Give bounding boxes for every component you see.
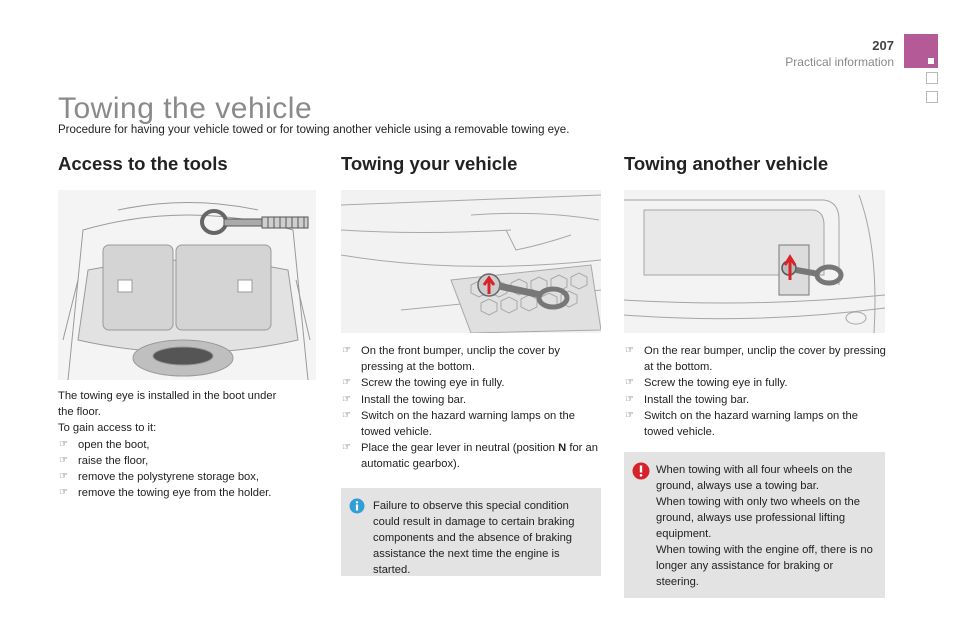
- warning-text: When towing with only two wheels on the ground, always use professional lifting equipment.: [656, 496, 860, 540]
- text-line: the floor.: [58, 406, 101, 419]
- text-line: To gain access to it:: [58, 422, 157, 435]
- warning-note: [624, 452, 885, 598]
- heading-towing-another-vehicle: Towing another vehicle: [624, 153, 829, 174]
- section-tab: [926, 91, 938, 103]
- list-item: ☞ Switch on the hazard warning lamps on the towed vehicle.: [341, 408, 603, 440]
- section-tab-active: [904, 34, 938, 68]
- list-item: ☞ Install the towing bar.: [624, 392, 886, 408]
- heading-towing-your-vehicle: Towing your vehicle: [341, 153, 518, 174]
- list-item: ☞ remove the polystyrene storage box,: [58, 469, 313, 485]
- list-item: ☞ Switch on the hazard warning lamps on the towed vehicle.: [624, 408, 886, 440]
- front-towing-instructions: [341, 343, 603, 473]
- note-text: Failure to observe this special condition could result in damage to certain braking components and the absence of braking assistance the next time the engine is started.: [373, 500, 575, 576]
- list-item: ☞ Place the gear lever in neutral (position N for an automatic gearbox).: [341, 440, 603, 472]
- warning-text: When towing with the engine off, there is no longer any assistance for braking or steering.: [656, 544, 873, 588]
- text-line: The towing eye is installed in the boot under: [58, 390, 277, 402]
- front-bumper-illustration: [341, 190, 601, 333]
- section-title: Practical information: [785, 55, 894, 69]
- heading-access-tools: Access to the tools: [58, 153, 228, 174]
- intro-text: Procedure for having your vehicle towed or for towing another vehicle using a removable towing eye.: [58, 124, 570, 136]
- list-item: ☞ raise the floor,: [58, 453, 313, 469]
- list-item: ☞ Screw the towing eye in fully.: [624, 375, 886, 391]
- list-item: ☞ remove the towing eye from the holder.: [58, 485, 313, 501]
- warning-text: When towing with all four wheels on the ground, always use a towing bar.: [656, 464, 853, 492]
- page-title: Towing the vehicle: [58, 92, 313, 125]
- rear-bumper-illustration: [624, 190, 885, 333]
- gear-position: N: [558, 442, 567, 455]
- list-item: ☞ On the front bumper, unclip the cover by pressing at the bottom.: [341, 343, 603, 375]
- boot-illustration: [58, 190, 316, 380]
- list-item: ☞ Install the towing bar.: [341, 392, 603, 408]
- warning-icon: [632, 462, 650, 480]
- list-item: ☞ Screw the towing eye in fully.: [341, 375, 603, 391]
- list-item: ☞ open the boot,: [58, 437, 313, 453]
- rear-towing-instructions: [624, 343, 886, 440]
- list-item: ☞ On the rear bumper, unclip the cover by pressing at the bottom.: [624, 343, 886, 375]
- info-note: [341, 488, 601, 576]
- info-icon: [349, 498, 365, 514]
- towing-eye-icon: [198, 204, 310, 240]
- access-instructions: [58, 388, 313, 501]
- page-number: 207: [872, 38, 894, 53]
- section-tab: [926, 72, 938, 84]
